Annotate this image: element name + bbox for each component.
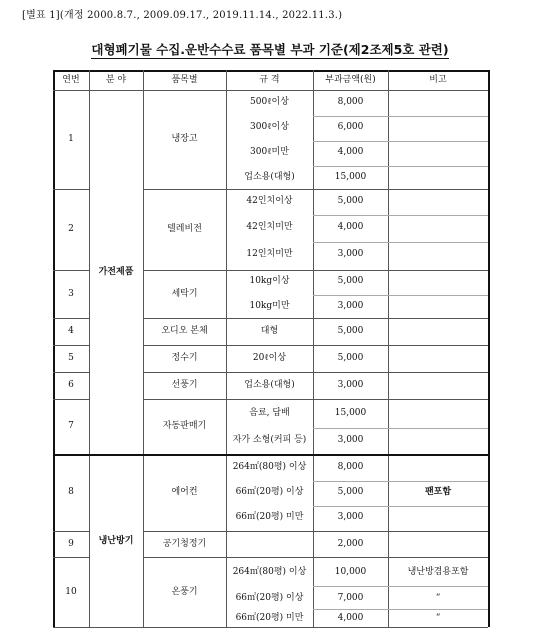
item-name: 정수기	[171, 353, 198, 363]
fee-value: 3,000	[337, 248, 364, 259]
fee-value: 15,000	[334, 407, 367, 418]
column-divider	[388, 70, 389, 627]
header-divider	[53, 90, 488, 91]
row-divider	[143, 318, 488, 319]
spec-value: 66㎡(20평) 이상	[235, 592, 304, 603]
sub-row-divider	[313, 166, 488, 167]
row-divider	[143, 372, 488, 373]
row-divider	[53, 531, 89, 532]
fee-value: 4,000	[337, 146, 364, 157]
row-number: 1	[68, 134, 74, 144]
row-number: 4	[68, 326, 74, 336]
row-divider	[143, 557, 488, 558]
row-number: 5	[68, 353, 74, 363]
sub-row-divider	[313, 481, 488, 482]
fee-value: 4,000	[337, 221, 364, 232]
col-header-item: 품목별	[171, 74, 198, 85]
row-divider	[53, 189, 89, 190]
table-right-border	[488, 70, 490, 627]
table-top-border	[53, 70, 488, 72]
remark-value: 냉난방겸용포함	[407, 566, 469, 577]
spec-value: 500ℓ이상	[250, 96, 289, 107]
category-appliances: 가전제품	[98, 266, 134, 277]
row-number: 9	[68, 538, 74, 549]
item-name: 텔레비전	[167, 224, 202, 234]
fee-value: 5,000	[337, 195, 364, 206]
col-header-category: 분 야	[105, 74, 127, 85]
fee-value: 15,000	[334, 171, 367, 182]
row-divider	[143, 345, 488, 346]
row-divider	[53, 345, 89, 346]
row-number: 2	[68, 224, 74, 234]
row-number: 3	[68, 288, 74, 299]
spec-value: 42인치미만	[246, 221, 293, 232]
spec-value: 66㎡(20평) 미만	[235, 612, 304, 623]
fee-value: 5,000	[337, 325, 364, 336]
row-divider	[53, 372, 89, 373]
row-number: 7	[68, 421, 74, 431]
fee-value: 4,000	[337, 612, 364, 623]
row-number: 6	[68, 380, 74, 390]
spec-value: 음료, 담배	[249, 407, 290, 418]
spec-value: 42인치이상	[246, 195, 293, 206]
row-divider	[143, 399, 488, 400]
spec-value: 300ℓ미만	[250, 146, 289, 157]
item-name: 냉장고	[171, 134, 198, 144]
fee-value: 2,000	[337, 538, 364, 549]
row-divider	[53, 399, 89, 400]
category-divider	[53, 454, 488, 456]
spec-value: 업소용(대형)	[244, 171, 295, 182]
row-divider	[143, 189, 488, 190]
header-note: [별표 1](개정 2000.8.7., 2009.09.17., 2019.11.14., 2022.11.3.)	[22, 10, 343, 21]
item-name: 자동판매기	[162, 421, 207, 431]
sub-row-divider	[313, 609, 488, 610]
spec-value: 업소용(대형)	[244, 379, 295, 390]
fee-value: 3,000	[337, 511, 364, 522]
item-name: 에어컨	[171, 487, 198, 497]
sub-row-divider	[313, 428, 488, 429]
col-header-remark: 비고	[429, 74, 447, 85]
item-name: 온풍기	[171, 586, 198, 597]
fee-value: 3,000	[337, 379, 364, 390]
fee-value: 5,000	[337, 352, 364, 363]
table-bottom-border	[53, 627, 488, 628]
category-heating-cooling: 냉난방기	[98, 535, 134, 546]
fee-value: 8,000	[337, 461, 364, 472]
row-divider	[53, 557, 89, 558]
spec-value: 자가 소형(커피 등)	[232, 434, 307, 445]
remark-value: “	[435, 592, 441, 603]
fee-value: 3,000	[337, 300, 364, 311]
row-divider	[53, 270, 89, 271]
remark-value: 팬포함	[424, 486, 452, 497]
item-name: 오디오 본체	[161, 326, 208, 336]
spec-value: 66㎡(20평) 이상	[235, 486, 304, 497]
fee-value: 10,000	[334, 566, 367, 577]
fee-value: 7,000	[337, 592, 364, 603]
row-divider	[53, 318, 89, 319]
remark-value: “	[435, 612, 441, 623]
spec-value: 264㎡(80평) 이상	[232, 461, 307, 472]
document-title: 대형폐기물 수집.운반수수료 품목별 부과 기준(제2조제5호 관련)	[91, 42, 449, 57]
sub-row-divider	[313, 242, 488, 243]
col-header-no: 연번	[62, 74, 80, 85]
sub-row-divider	[313, 116, 488, 117]
sub-row-divider	[313, 295, 488, 296]
spec-value: 66㎡(20평) 미만	[235, 511, 304, 522]
fee-value: 8,000	[337, 96, 364, 107]
spec-value: 대형	[260, 325, 279, 336]
fee-value: 3,000	[337, 434, 364, 445]
item-name: 선풍기	[171, 380, 198, 390]
item-name: 공기청정기	[162, 538, 207, 549]
row-number: 10	[65, 586, 77, 597]
fee-value: 6,000	[337, 121, 364, 132]
col-header-spec: 규 격	[259, 74, 280, 85]
sub-row-divider	[313, 141, 488, 142]
fee-value: 5,000	[337, 275, 364, 286]
row-divider	[143, 531, 488, 532]
col-header-fee: 부과금액(원)	[325, 74, 376, 85]
row-number: 8	[68, 487, 74, 497]
spec-value: 10kg미만	[249, 300, 290, 311]
sub-row-divider	[313, 506, 488, 507]
spec-value: 300ℓ이상	[250, 121, 289, 132]
spec-value: 10kg이상	[249, 275, 290, 286]
fee-value: 5,000	[337, 486, 364, 497]
spec-value: 20ℓ이상	[252, 352, 287, 363]
spec-value: 12인치미만	[246, 248, 293, 259]
sub-row-divider	[313, 586, 488, 587]
item-name: 세탁기	[171, 288, 198, 299]
sub-row-divider	[313, 215, 488, 216]
row-divider	[143, 270, 488, 271]
spec-value: 264㎡(80평) 이상	[232, 566, 307, 577]
